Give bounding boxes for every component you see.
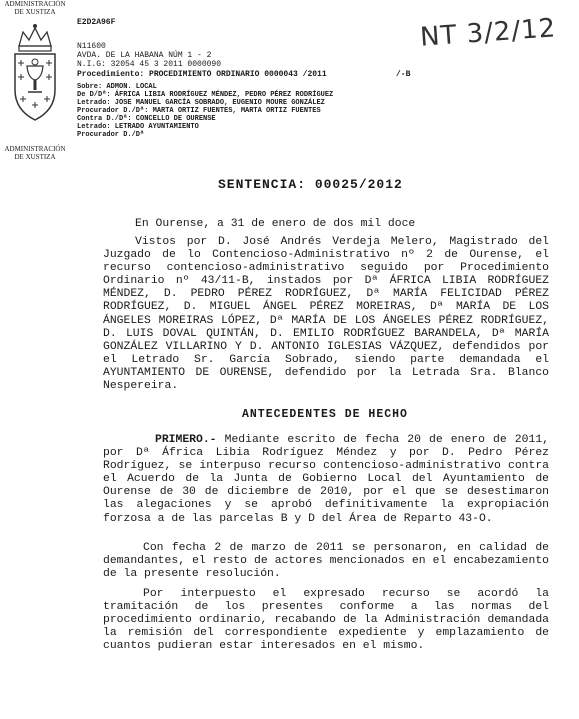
admin-label-bottom [0, 145, 70, 161]
paragraph-personaron [103, 542, 549, 581]
case-detail-line: Procurador D./Dª [77, 131, 145, 139]
primero-paragraph [103, 434, 549, 526]
court-line: N11600 [77, 42, 106, 51]
court-address [77, 42, 221, 69]
admin-label-top [0, 0, 70, 16]
case-detail-line: Sobre: ADMON. LOCAL [77, 83, 157, 91]
primero-text: Mediante escrito de fecha 20 de enero de 2011, por Dª África Libia Rodríguez Méndez y por D. Pedro Pérez Rodríguez, se interpuso recurso contencioso-administrativo contra el Acuerdo de la Junta de Gobierno Local del Ayuntamiento de Ourense de 30 de diciembre de 2010, por el que se desestimaron las alegaciones y se aprobó definitivamente la expropiación forzosa a de las parcelas B y D del Área de Reparto 43-O. [103, 434, 549, 525]
case-details [77, 83, 333, 139]
procedure-line: Procedimiento: PROCEDIMIENTO ORDINARIO 0000043 /2011 [77, 70, 327, 79]
case-detail-line: Procurador D./Dª: MARTA ORTIZ FUENTES, MARTA ORTIZ FUENTES [77, 107, 321, 115]
place-date: En Ourense, a 31 de enero de dos mil doce [135, 218, 416, 230]
procedure-suffix: /-B [396, 70, 411, 79]
admin-bottom-line1: ADMINISTRACIÓN [4, 145, 66, 153]
paragraph-tramitacion [103, 588, 549, 653]
para3-text: Por interpuesto el expresado recurso se acordó la tramitación de los presentes conforme a las normas del procedimiento ordinario, recabando de la Administración demandada la remisión del correspondiente expediente y emplazamiento de cuantos pudieran estar interesados en el mismo. [103, 588, 549, 653]
section-heading: ANTECEDENTES DE HECHO [242, 408, 408, 421]
coat-of-arms-icon [9, 20, 61, 138]
admin-bottom-line2: DE XUSTIZA [14, 153, 56, 161]
document-code: E2D2A96F [77, 18, 116, 27]
admin-top-line2: DE XUSTIZA [14, 8, 56, 16]
vistos-paragraph [103, 236, 549, 393]
admin-top-line1: ADMINISTRACIÓN [4, 0, 66, 8]
para2-text: Con fecha 2 de marzo de 2011 se personaron, en calidad de demandantes, el resto de actores mencionados en el encabezamiento de la presente resolución. [103, 542, 549, 581]
case-detail-line: Letrado: JOSE MANUEL GARCÍA SOBRADO, EUGENIO MOURE GONZÁLEZ [77, 99, 325, 107]
case-detail-line: Letrado: LETRADO AYUNTAMIENTO [77, 123, 199, 131]
vistos-text: Vistos por D. José Andrés Verdeja Melero, Magistrado del Juzgado de lo Contencioso-Administrativo nº 2 de Ourense, el recurso contencioso-administrativo seguido por Procedimiento Ordinario nº 43/11-B, instados por Dª ÁFRICA LIBIA RODRÍGUEZ MÉNDEZ, D. PEDRO PÉREZ RODRÍGUEZ, Dª MARÍA FELICIDAD PÉREZ RODRÍGUEZ, D. MIGUEL ÁNGEL PÉREZ MOREIRAS, Dª MARÍA DE LOS ÁNGELES MOREIRAS LÓPEZ, Dª MARÍA DE LOS ÁNGELES PÉREZ RODRÍGUEZ, D. LUIS DOVAL QUINTÁN, D. EMILIO RODRÍGUEZ BARANDELA, Dª MARÍA GONZÁLEZ VILLARINO Y D. ANTONIO IGLESIAS VÁZQUEZ, defendidos por el Letrado Sr. García Sobrado, siendo parte demandada el AYUNTAMIENTO DE OURENSE, defendido por la Letrada Sra. Blanco Nespereira. [103, 236, 549, 393]
court-line: N.I.G: 32054 45 3 2011 0000090 [77, 60, 222, 69]
handwritten-note: NT 3/2/12 [419, 13, 558, 53]
sentencia-title: SENTENCIA: 00025/2012 [218, 177, 403, 192]
case-detail-line: Contra D./Dª: CONCELLO DE OURENSE [77, 115, 216, 123]
primero-label: PRIMERO.- [155, 434, 217, 446]
primero-content [103, 434, 549, 526]
court-line: AVDA. DE LA HABANA NÚM 1 - 2 [77, 51, 212, 60]
institution-block [0, 0, 70, 161]
case-detail-line: De D/Dª: ÁFRICA LIBIA RODRÍGUEZ MÉNDEZ, PEDRO PÉREZ RODRÍGUEZ [77, 91, 334, 99]
